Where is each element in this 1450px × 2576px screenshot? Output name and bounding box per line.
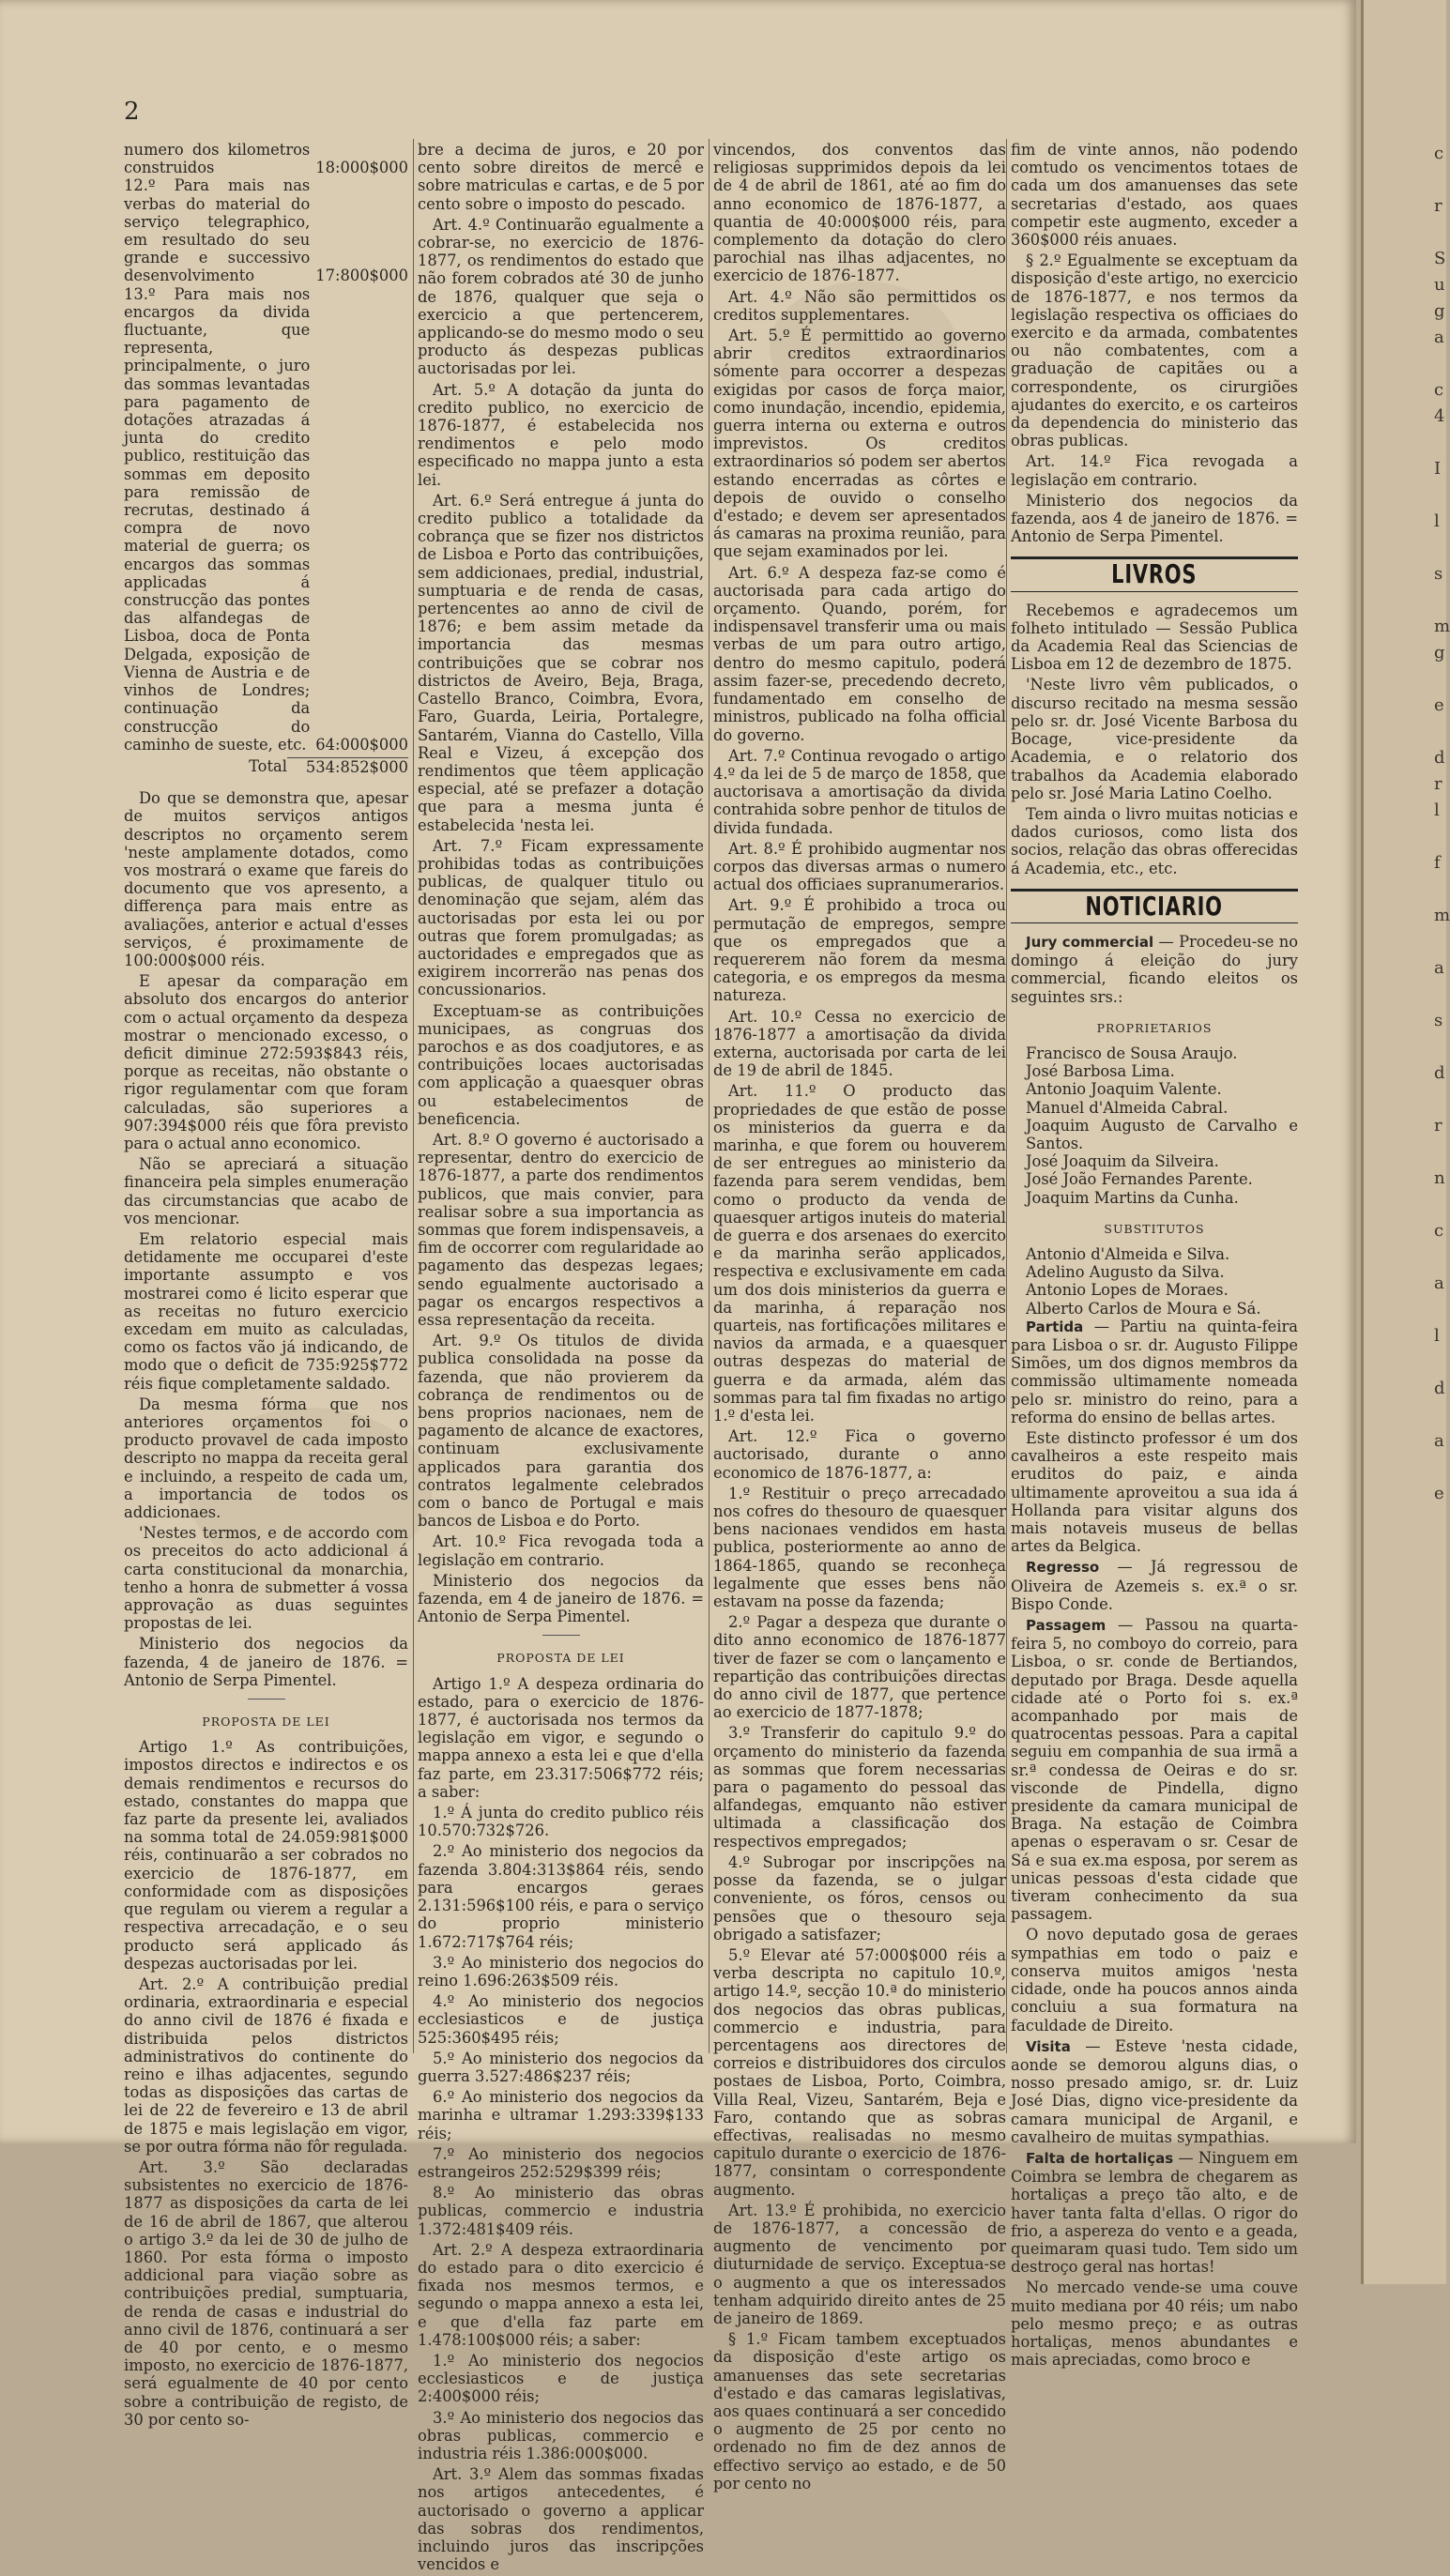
paragraph: Art. 9.º É prohibido a troca ou permutação de empregos, sempre que os empregados que a requererem não forem da mesma categoria, e os empregos da mesma natureza. — [713, 896, 1006, 1005]
news-item: Regresso — Já regressou de Oliveira de Azemeis s. ex.ª o sr. Bispo Conde. — [1011, 1558, 1298, 1613]
edge-letter: a — [1434, 1273, 1444, 1293]
edge-letter — [1364, 929, 1446, 955]
edge-letter: a — [1434, 328, 1444, 347]
edge-letter: n — [1434, 1168, 1445, 1188]
paragraph: Art. 13.º É prohibida, no exercicio de 1876-1877, a concessão de augmento de vencimento por diuturnidade de serviço. Exceptua-se o augmento a que os interessados tenham adquirido direito antes de 25 de janeiro de 1869. — [713, 2201, 1006, 2327]
edge-letter — [1364, 220, 1446, 246]
paragraph: 7.º Ao ministerio dos negocios estrangeiros 252:529$399 réis; — [418, 2144, 704, 2181]
edge-letter — [1364, 1034, 1446, 1060]
paragraph: Art. 3.º São declaradas subsistentes no exercicio de 1876-1877 as disposições da carta de lei de 16 de abril de 1867, que alterou o artigo 3.º da lei de 30 de julho de 1860. Por esta fórma o imposto addicional para viação sobre as contribuições predial, sumptuaria, de renda de casas e industrial do anno civil de 1876, continuará a ser de 40 por cento, e o mesmo imposto, no exercicio de 1876-1877, será egualmente de 40 por cento sobre a contribuição de registo, de 30 por cento so- — [124, 2157, 408, 2429]
edge-letter: d — [1434, 1063, 1445, 1083]
budget-item: 13.º Para mais nos encargos da divida fluctuante, que representa, principalmente, o juro das sommas levantadas para pagamento de dotações atrazadas á junta do credito publico, restituição das sommas em deposito para remissão de recrutas, destinado á compra de novo material de guerra; os encargos das sommas applicadas á construcção das pontes das alfandegas de Lisboa, doca de Ponta Delgada, exposição de Vienna de Austria e de vinhos de Londres; continuação da construcção do caminho de sueste, etc. 64:000$000 — [124, 284, 408, 754]
edge-letter: e — [1434, 695, 1444, 715]
paragraph: Art. 6.º Será entregue á junta do credito publico a totalidade da cobrança que se fizer nos districtos de Lisboa e Porto das contribuições, sem addicionaes, predial, industrial, sumptuaria e de renda de casas, pertencentes ao anno de civil de 1876; e bem assim metade da importancia das mesmas contribuições que se cobrar nos districtos de Aveiro, Beja, Braga, Castello Branco, Coimbra, Evora, Faro, Guarda, Leiria, Portalegre, Santarém, Vianna do Castello, Villa Real e Vizeu, á excepção dos rendimentos que têem applicação especial, até se prefazer a dotação que para a mesma junta é estabelecida 'nesta lei. — [418, 491, 704, 834]
edge-letter — [1364, 1139, 1446, 1166]
column-3 — [713, 141, 1006, 2495]
paragraph: Art. 5.º A dotação da junta do credito publico, no exercicio de 1876-1877, é estabelecida nos rendimentos e pelo modo especificado no mappa junto a esta lei. — [418, 380, 704, 489]
paragraph: Art. 10.º Cessa no exercicio de 1876-1877 a amortisação da divida externa, auctorisada por carta de lei de 19 de abril de 1845. — [713, 1007, 1006, 1080]
news-item: Jury commercial — Procedeu-se no domingo á eleição do jury commercial, ficando eleitos os seguintes srs.: — [1011, 932, 1299, 1006]
list-item: Antonio d'Almeida e Silva. — [1026, 1244, 1230, 1263]
paragraph: Art. 4.º Não são permittidos os creditos supplementares. — [713, 287, 1006, 324]
edge-letter: e — [1434, 1484, 1444, 1503]
edge-letter: d — [1434, 1379, 1445, 1398]
edge-letter: g — [1434, 643, 1445, 663]
edge-letter — [1364, 587, 1446, 614]
divider — [248, 1699, 285, 1700]
paragraph: vincendos, dos conventos das religiosas supprimidos depois da lei de 4 de abril de 1861, até ao fim do anno economico de 1876-1877, a quantia de 40:000$000 réis, para complemento da dotação do clero parochial nas ilhas adjacentes, no exercicio de 1876-1877. — [713, 141, 1006, 285]
paragraph: 3.º Transferir do capitulo 9.º do orçamento do ministerio da fazenda as sommas que forem necessarias para o pagamento do pessoal das alfandegas, emquanto não estiver ultimada a classificação dos respectivos empregados; — [713, 1724, 1006, 1851]
column-4 — [1011, 141, 1298, 2371]
edge-letter — [1364, 167, 1446, 193]
column-rule — [1006, 139, 1007, 2053]
list-item: Adelino Augusto da Silva. — [1026, 1263, 1225, 1282]
column-2 — [418, 141, 704, 2576]
paragraph: bre a decima de juros, e 20 por cento sobre direitos de mercê e sobre matriculas e cartas, e de 5 por cento sobre o imposto do pescado. — [418, 141, 704, 213]
paragraph: 3.º Ao ministerio dos negocios das obras publicas, commercio e industria réis 1.386:000$000. — [418, 2408, 704, 2462]
edge-letter: c — [1434, 1221, 1444, 1241]
edge-letter: r — [1434, 196, 1442, 216]
name-list — [1011, 1245, 1298, 1318]
paragraph: Este distincto professor é um dos cavalheiros a este respeito mais eruditos do paiz, e ainda ultimamente aproveitou a sua ida á Hollanda para visitar alguns dos mais notaveis museus de bellas artes da Belgica. — [1011, 1429, 1298, 1556]
paragraph: 8.º Ao ministerio das obras publicas, commercio e industria 1.372:481$409 réis. — [418, 2184, 704, 2238]
paragraph: O novo deputado gosa de geraes sympathias em todo o paiz e conserva muitos amigos 'nesta cidade, onde ha poucos annos ainda concluiu a sua formatura na faculdade de Direito. — [1011, 1926, 1298, 2035]
edge-letter — [1364, 666, 1446, 693]
paragraph: Art. 7.º Continua revogado o artigo 4.º da lei de 5 de março de 1858, que auctorisava a amortisação da divida contrahida sobre penhor de titulos de divida fundada. — [713, 746, 1007, 837]
list-item: Antonio Joaquim Valente. — [1026, 1080, 1222, 1099]
list-item: José Joaquim da Silveira. — [1026, 1152, 1219, 1171]
signature: Ministerio dos negocios da fazenda, 4 de janeiro de 1876. = Antonio de Serpa Pimentel. — [124, 1635, 408, 1689]
paragraph: Art. 10.º Fica revogada toda a legislação em contrario. — [418, 1532, 704, 1569]
paragraph: § 2.º Egualmente se exceptuam da disposição d'este artigo, no exercicio de 1876-1877, e nos termos da legislação respectiva os officiaes do exercito e da armada, combatentes ou não combatentes, com a graduação de capitães ou a correspondente, os cirurgiões ajudantes do exercito, e os carteiros da dependencia do ministerio das obras publicas. — [1011, 252, 1298, 450]
list-item: Manuel d'Almeida Cabral. — [1026, 1098, 1229, 1117]
list-heading: SUBSTITUTOS — [1104, 1221, 1205, 1236]
paragraph: Do que se demonstra que, apesar de muitos serviços antigos descriptos no orçamento serem 'neste amplamente dotados, como vos mostrará o exame que fareis do documento que vos apresento, a differença para mais entre as avaliações, anterior e actual d'esses serviços, é proximamente de 100:000$000 réis. — [124, 789, 408, 969]
edge-letter: r — [1434, 774, 1442, 794]
edge-letter: c — [1434, 144, 1444, 163]
adjacent-page-edge — [1361, 0, 1450, 2284]
budget-total: Total 534:852$000 — [249, 756, 408, 776]
budget-item: 12.º Para mais nas verbas do material do serviço telegraphico, em resultado do seu grande e successivo desenvolvimento 17:800$000 — [124, 176, 408, 285]
section-banner-noticiario: NOTICIARIO — [1011, 889, 1298, 923]
edge-letter: 4 — [1434, 406, 1445, 426]
edge-letter: r — [1434, 1116, 1442, 1136]
paragraph: Art. 4.º Continuarão egualmente a cobrar-se, no exercicio de 1876-1877, os rendimentos do estado que não forem cobrados até 30 de junho de 1876, qualquer que seja o exercicio a que pertencerem, applicando-se do mesmo modo o seu producto ás despezas publicas auctorisadas por lei. — [418, 215, 704, 378]
paragraph: Artigo 1.º A despeza ordinaria do estado, para o exercicio de 1876-1877, é auctorisada nos termos da legislação em vigor, e segundo o mappa annexo a esta lei e que d'ella faz parte, em 23.317:506$772 réis; a saber: — [418, 1674, 704, 1801]
edge-letter — [1364, 1402, 1446, 1428]
list-heading: PROPRIETARIOS — [1096, 1020, 1213, 1035]
paragraph: 4.º Subrogar por inscripções na posse da fazenda, se o julgar conveniente, os fóros, censos ou pensões que o thesouro seja obrigado a satisfazer; — [713, 1852, 1006, 1943]
edge-letter — [1364, 1455, 1446, 1481]
divider — [542, 1635, 580, 1636]
signature: Ministerio dos negocios da fazenda, em 4 de janeiro de 1876. = Antonio de Serpa Pimentel. — [418, 1571, 704, 1626]
paragraph: E apesar da comparação em absoluto dos encargos do anterior com o actual orçamento da despeza mostrar o mencionado excesso, o deficit diminue 272:593$843 réis, porque as receitas, não obstante o rigor regulamentar com que foram calculadas, são superiores a 907:394$000 réis que fôra previsto para o actual anno economico. — [124, 972, 408, 1152]
paragraph: No mercado vende-se uma couve muito mediana por 40 réis; um nabo pelo mesmo preço; e as outras hortaliças, menos abundantes e mais apreciadas, como broco e — [1011, 2279, 1298, 2370]
edge-letter — [1364, 430, 1446, 456]
paragraph: Art. 8.º O governo é auctorisado a representar, dentro do exercicio de 1876-1877, a parte dos rendimentos publicos, que mais convier, para realisar sobre a sua importancia as sommas que forem indispensaveis, a fim de occorrer com regularidade ao pagamento das despezas legaes; sendo egualmente auctorisado a pagar os encargos respectivos a essa representação da receita. — [418, 1130, 704, 1329]
edge-letter — [1364, 535, 1446, 561]
news-item: Falta de hortaliças — Ninguem em Coimbra se lembra de chegarem as hortaliças a preço tão alto, e de haver tanta falta d'ellas. O rigor do frio, a aspereza do vento e a geada, queimaram quasi tudo. Tem sido um destroço geral nas hortas! — [1011, 2148, 1299, 2277]
list-item: Antonio Lopes de Moraes. — [1026, 1281, 1229, 1300]
edge-letter — [1364, 1297, 1446, 1323]
paragraph: Art. 3.º Alem das sommas fixadas nos artigos antecedentes, é auctorisado o governo a applicar das sobras dos rendimentos, incluindo juros das inscripções vencidos e — [418, 2465, 704, 2574]
edge-letter: s — [1434, 1011, 1443, 1030]
paragraph: § 1.º Ficam tambem exceptuados da disposição d'este artigo os amanuenses das sete secretarias d'estado e das camaras legislativas, aos quaes continuará a ser concedido o augmento de 25 por cento no ordenado no fim de dez annos de effectivo serviço ao estado, e de 50 por cento no — [713, 2330, 1006, 2492]
list-item: Joaquim Augusto de Carvalho e Santos. — [1026, 1116, 1298, 1152]
paragraph: Art. 12.º Fica o governo auctorisado, durante o anno economico de 1876-1877, a: — [713, 1427, 1006, 1482]
paragraph: 'Nestes termos, e de accordo com os preceitos do acto addicional á carta constitucional da monarchia, tenho a honra de submetter á vossa approvação as duas seguintes propostas de lei. — [124, 1524, 408, 1633]
paragraph: Em relatorio especial mais detidamente me occuparei d'este importante assumpto e vos mostrarei como é licito esperar que as receitas no futuro exercicio excedam em muito as calculadas, como os factos vão já indicando, de modo que o deficit de 735:925$772 réis fique completamente saldado. — [124, 1229, 408, 1393]
column-rule — [413, 139, 414, 2053]
edge-letter: l — [1434, 511, 1440, 531]
edge-letter: g — [1434, 301, 1445, 321]
signature: Ministerio dos negocios da fazenda, aos 4 de janeiro de 1876. = Antonio de Serpa Pimentel. — [1011, 491, 1298, 546]
paragraph: 1.º Á junta do credito publico réis 10.570:732$726. — [418, 1804, 704, 1840]
edge-letter: I — [1434, 459, 1442, 479]
list-item: Joaquim Martins da Cunha. — [1026, 1188, 1239, 1207]
paragraph: Art. 5.º É permittido ao governo abrir creditos extraordinarios sómente para occorrer a despezas exigidas por casos de força maior, como inundação, incendio, epidemia, guerra interna ou externa e outros imprevistos. Os creditos extraordinarios só podem ser abertos estando encerradas as côrtes e depois de ouvido o conselho d'estado; e devem ser apresentados ás camaras na proxima reunião, para que sejam examinados por lei. — [713, 327, 1006, 561]
edge-letter — [1364, 1192, 1446, 1218]
edge-letter: l — [1434, 800, 1440, 820]
paragraph: Não se apreciará a situação financeira pela simples enumeração das circumstancias que acabo de vos mencionar. — [124, 1155, 408, 1227]
list-item: Francisco de Sousa Araujo. — [1026, 1044, 1238, 1062]
list-item: José Barbosa Lima. — [1026, 1062, 1175, 1081]
edge-letter — [1364, 482, 1446, 509]
paragraph: 6.º Ao ministerio dos negocios da marinha e ultramar 1.293:339$133 réis; — [418, 2088, 704, 2142]
paragraph: Art. 6.º A despeza faz-se como é auctorisada para cada artigo do orçamento. Quando, porém, for indispensavel transferir uma ou mais verbas de um para outro artigo, dentro do mesmo capitulo, poderá assim fazer-se, precedendo decreto, fundamentado em conselho de ministros, publicado na folha official do governo. — [713, 563, 1006, 744]
paragraph: 2.º Pagar a despeza que durante o dito anno economico de 1876-1877 tiver de fazer se com o lançamento e repartição das contribuições directas do anno civil de 1877, que pertence ao exercicio de 1877-1878; — [713, 1613, 1006, 1722]
section-heading: PROPOSTA DE LEI — [496, 1651, 625, 1666]
edge-letter: c — [1434, 380, 1444, 400]
paragraph: Tem ainda o livro muitas noticias e dados curiosos, como lista dos socios, relação das obras offerecidas á Academia, etc., etc. — [1011, 804, 1298, 877]
edge-letter: s — [1434, 564, 1443, 584]
edge-letter: a — [1434, 1431, 1444, 1451]
edge-letter — [1364, 351, 1446, 377]
edge-letter — [1364, 1349, 1446, 1376]
paragraph: fim de vinte annos, não podendo comtudo os vencimentos totaes de cada um dos amanuenses das sete secretarias d'estado, aos quaes competir este augmento, exceder a 360$000 réis anuaes. — [1011, 141, 1298, 250]
edge-letter — [1364, 1244, 1446, 1271]
edge-letter: m — [1434, 906, 1450, 925]
list-item: José João Fernandes Parente. — [1026, 1170, 1253, 1189]
section-banner-livros: LIVROS — [1011, 556, 1298, 591]
edge-letter: u — [1434, 275, 1445, 295]
news-item: Partida — Partiu na quinta-feira para Lisboa o sr. dr. Augusto Filippe Simões, um dos dignos membros da commissão ultimamente nomeada pelo sr. ministro do reino, para a reforma do ensino de bellas artes. — [1011, 1317, 1298, 1426]
column-rule — [709, 139, 710, 2053]
edge-letter: m — [1434, 617, 1450, 636]
paragraph: Art. 11.º O producto das propriedades de que estão de posse os ministerios da guerra e da marinha, e que forem ou houverem de ser entregues ao ministerio da fazenda para serem vendidas, bem como o producto da venda de quaesquer artigos inuteis do material de guerra e dos arsenaes do exercito e da marinha serão applicados, respectiva e exclusivamente em cada um dos dois ministerios da guerra e da marinha, á reparação nos quarteis, nas fortificações militares e navios da armada, e a quaesquer outras despezas do material de guerra e da armada, além das sommas para tal fim fixadas no artigo 1.º d'esta lei. — [713, 1082, 1006, 1425]
paragraph: 1.º Restituir o preço arrecadado nos cofres do thesouro de quaesquer bens nacionaes vendidos em hasta publica, posteriormente ao anno de 1864-1865, quando se reconheça legalmente que esses bens não estavam na posse da fazenda; — [713, 1484, 1006, 1611]
paragraph: 3.º Ao ministerio dos negocios do reino 1.696:263$509 réis. — [418, 1953, 704, 1989]
paragraph: 'Neste livro vêm publicados, o discurso recitado na mesma sessão pelo sr. dr. José Vicente Barbosa du Bocage, vice-presidente da Academia, e o relatorio dos trabalhos da Academia elaborado pelo sr. José Maria Latino Coelho. — [1011, 676, 1298, 802]
paragraph: 5.º Ao ministerio dos negocios da guerra 3.527:486$237 réis; — [418, 2049, 704, 2085]
paragraph: 1.º Ao ministerio dos negocios ecclesiasticos e de justiça 2:400$000 réis; — [418, 2351, 704, 2406]
list-item: Alberto Carlos de Moura e Sá. — [1026, 1299, 1261, 1318]
paragraph: Recebemos e agradecemos um folheto intitulado — Sessão Publica da Academia Real das Sciencias de Lisboa em 12 de dezembro de 1875. — [1011, 601, 1298, 674]
budget-item: numero dos kilometros construidos 18:000$000 — [124, 141, 408, 177]
paragraph: Art. 8.º É prohibido augmentar nos corpos das diversas armas o numero actual dos officiaes supranumerarios. — [713, 839, 1006, 894]
paragraph: 2.º Ao ministerio dos negocios da fazenda 3.804:313$864 réis, sendo para encargos geraes 2.131:596$100 réis, e para o serviço do proprio ministerio 1.672:717$764 réis; — [418, 1842, 704, 1951]
paragraph: Art. 14.º Fica revogada a legislação em contrario. — [1011, 452, 1298, 489]
paragraph: Art. 7.º Ficam expressamente prohibidas todas as contribuições publicas, de qualquer titulo ou denominação que sejam, além das auctorisadas por esta lei ou por outras que forem promulgadas; as auctoridades e empregados que as exigirem incorrerão nas penas dos concussionarios. — [418, 836, 704, 999]
paragraph: Art. 9.º Os titulos de divida publica consolidada na posse da fazenda, que não provierem da cobrança de rendimentos ou de bens proprios nacionaes, nem de pagamento de alcance de exactores, continuam exclusivamente applicados para garantia dos contratos legalmente celebrados com o banco de Portugal e mais bancos de Lisboa e do Porto. — [418, 1332, 704, 1531]
edge-letter: S — [1434, 249, 1446, 268]
paragraph: 5.º Elevar até 57:000$000 réis a verba descripta no capitulo 10.º, artigo 14.º, secção 10.ª do ministerio dos negocios das obras publicas, commercio e industria, para percentagens aos directores de correios e distribuidores dos circulos postaes de Lisboa, Porto, Coimbra, Villa Real, Vizeu, Santarém, Beja e Faro, contando que as sobras effectivas, realisadas no mesmo capitulo durante o exercicio de 1876-1877, consintam o correspondente augmento. — [713, 1945, 1006, 2199]
edge-letter: f — [1434, 853, 1441, 873]
edge-letter — [1364, 982, 1446, 1008]
section-heading: PROPOSTA DE LEI — [202, 1715, 330, 1730]
paragraph: 4.º Ao ministerio dos negocios ecclesiasticos e de justiça 525:360$495 réis; — [418, 1992, 704, 2047]
paragraph: Artigo 1.º As contribuições, impostos directos e indirectos e os demais rendimentos e recursos do estado, constantes do mappa que faz parte da presente lei, avaliados na somma total de 24.059:981$000 réis, continuarão a ser cobrados no exercicio de 1876-1877, em conformidade com as disposições que regulam ou vierem a regular a respectiva arrecadação, e o seu producto será applicado ás despezas auctorisadas por lei. — [124, 1738, 408, 1973]
column-1 — [124, 141, 408, 2431]
edge-letter: l — [1434, 1326, 1440, 1346]
page-number: 2 — [124, 98, 140, 126]
paragraph: Art. 2.º A contribuição predial ordinaria, extraordinaria e especial do anno civil de 1876 é fixada e distribuida pelos districtos administrativos do continente do reino e ilhas adjacentes, segundo todas as disposições das cartas de lei de 22 de fevereiro e 13 de abril de 1875 e mais legislação em vigor, se por outra fórma não fôr regulada. — [124, 1974, 408, 2156]
edge-letter: d — [1434, 748, 1445, 768]
paragraph: Da mesma fórma que nos anteriores orçamentos foi o producto provavel de cada imposto descripto no mappa da receita geral e incluindo, a respeito de cada um, a importancia de todos os addicionaes. — [124, 1395, 408, 1522]
edge-letter: a — [1434, 958, 1444, 978]
paragraph: Art. 2.º A despeza extraordinaria do estado para o dito exercicio é fixada nos mesmos termos, e segundo o mappa annexo a esta lei, e que d'ella faz parte em 1.478:100$000 réis; a saber: — [418, 2240, 704, 2349]
edge-letter — [1364, 876, 1446, 903]
name-list — [1011, 1044, 1298, 1207]
edge-letter — [1364, 1087, 1446, 1113]
edge-letter — [1364, 824, 1446, 850]
edge-letter — [1364, 719, 1446, 745]
news-item: Passagem — Passou na quarta-feira 5, no comboyo do correio, para Lisboa, o sr. conde de Bertiandos, deputado por Braga. Desde aquella cidade até o Porto foi s. ex.ª acompanhado por mais de quatrocentas pessoas. Para a capital seguiu em companhia de sua irmã a sr.ª condessa de Oeiras e do sr. visconde de Pindella, digno presidente da camara municipal de Braga. Na estação de Coimbra apenas o esperavam o sr. Cesar de Sá e sua ex.ma esposa, por serem as unicas pessoas d'esta cidade que tiveram conhecimento da sua passagem. — [1011, 1616, 1298, 1924]
paragraph: Exceptuam-se as contribuições municipaes, as congruas dos parochos e as dos coadjutores, e as contribuições locaes auctorisadas com applicação a quaesquer obras ou estabelecimentos de beneficencia. — [418, 1001, 704, 1128]
news-item: Visita — Esteve 'nesta cidade, aonde se demorou alguns dias, o nosso presado amigo, sr. dr. Luiz José Dias, digno vice-presidente da camara municipal de Arganil, e cavalheiro de muitas sympathias. — [1011, 2036, 1298, 2146]
